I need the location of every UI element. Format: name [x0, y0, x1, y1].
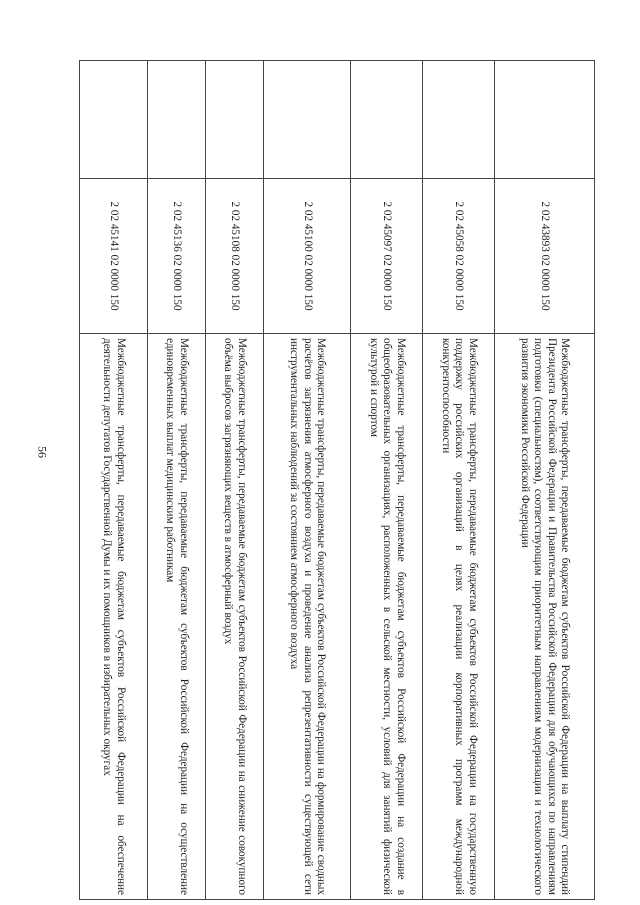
admin-code-cell	[264, 61, 351, 179]
table-row	[206, 61, 264, 900]
admin-code-cell	[80, 61, 148, 179]
classification-code-cell: 2 02 45136 02 0000 150	[148, 179, 206, 334]
budget-classification-table	[79, 60, 595, 900]
admin-code-cell	[423, 61, 495, 179]
table-row	[495, 61, 595, 900]
table-row	[423, 61, 495, 900]
revenue-name-cell: Межбюджетные трансферты, передаваемые бюджетам субъектов Российской Федерации на выплату стипендий Президента Российской Федерации и Правительства Российской Федерации для обучающихся по направлениям подготовки (специальностям), соответствующим приоритетным направлениям модернизации и технологического развития экономики Российской Федерации	[495, 334, 595, 900]
admin-code-cell	[206, 61, 264, 179]
table-row	[80, 61, 148, 900]
admin-code-cell	[495, 61, 595, 179]
table-row	[264, 61, 351, 900]
revenue-name-cell: Межбюджетные трансферты, передаваемые бюджетам субъектов Российской Федерации на создание в общеобразовательных организациях, расположенных в сельской местности, условий для занятий физической культурой и спортом	[351, 334, 423, 900]
table-row	[351, 61, 423, 900]
classification-code-cell: 2 02 45141 02 0000 150	[80, 179, 148, 334]
revenue-name-cell: Межбюджетные трансферты, передаваемые бюджетам субъектов Российской Федерации на государственную поддержку российских организаций в целях реализации корпоративных программ международной конкурентоспособности	[423, 334, 495, 900]
table-row	[148, 61, 206, 900]
revenue-name-cell: Межбюджетные трансферты, передаваемые бюджетам субъектов Российской Федерации на обеспечение деятельности депутатов Государственной Думы и их помощников в избирательных округах	[80, 334, 148, 900]
revenue-name-cell: Межбюджетные трансферты, передаваемые бюджетам субъектов Российской Федерации на снижение совокупного объёма выбросов загрязняющих веществ в атмосферный воздух	[206, 334, 264, 900]
classification-code-cell: 2 02 45097 02 0000 150	[351, 179, 423, 334]
admin-code-cell	[351, 61, 423, 179]
page-number: 56	[35, 446, 50, 458]
revenue-name-cell: Межбюджетные трансферты, передаваемые бюджетам субъектов Российской Федерации на формирование сводных расчётов загрязнения атмосферного воздуха и проведение анализа репрезентативности существующей сети инструментальных наблюдений за состоянием атмосферного воздуха	[264, 334, 351, 900]
classification-code-cell: 2 02 45108 02 0000 150	[206, 179, 264, 334]
admin-code-cell	[148, 61, 206, 179]
rotated-page-content	[80, 60, 595, 900]
classification-code-cell: 2 02 45100 02 0000 150	[264, 179, 351, 334]
classification-code-cell: 2 02 45058 02 0000 150	[423, 179, 495, 334]
classification-code-cell: 2 02 43893 02 0000 150	[495, 179, 595, 334]
revenue-name-cell: Межбюджетные трансферты, передаваемые бюджетам субъектов Российской Федерации на осуществление единовременных выплат медицинским работникам	[148, 334, 206, 900]
